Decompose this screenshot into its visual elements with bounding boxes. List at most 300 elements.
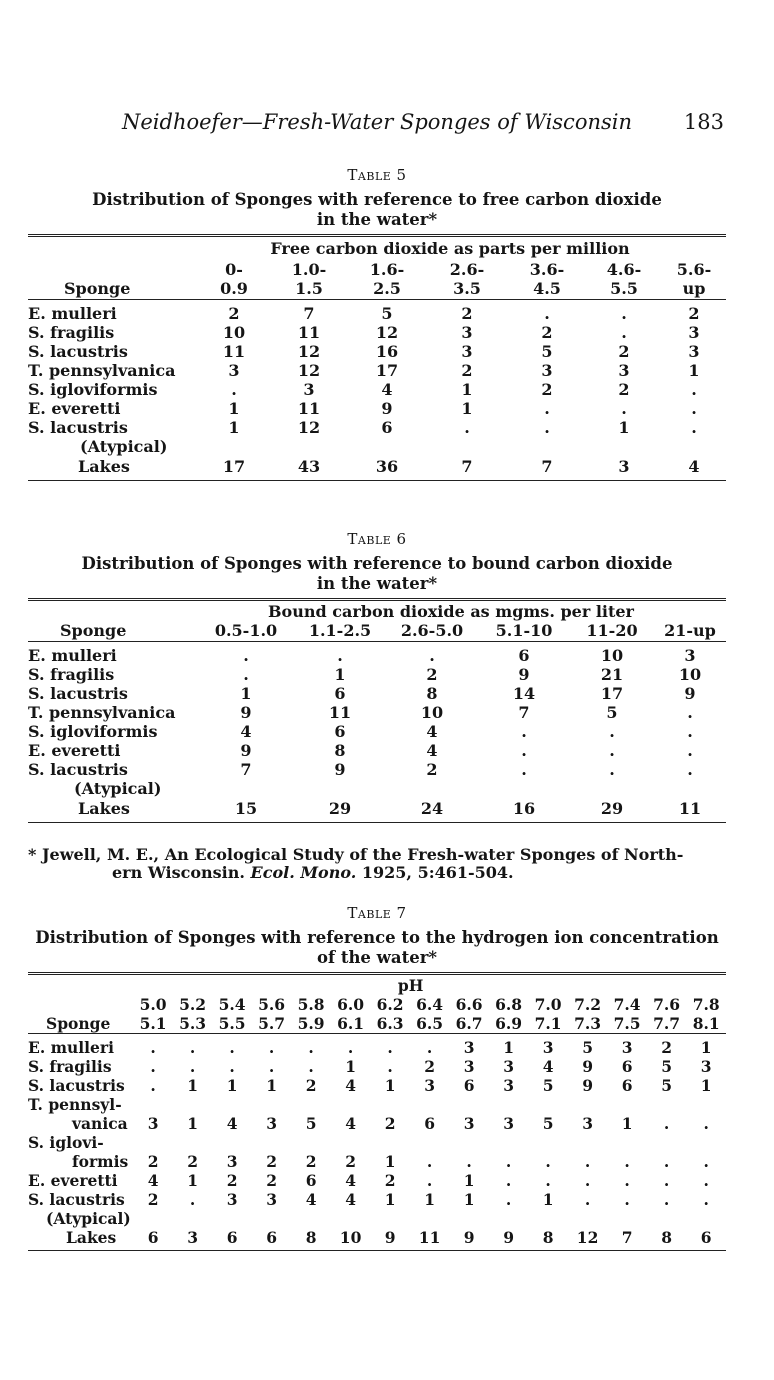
table-6-lakes-row [28,798,726,819]
table-5-label: Table 5 [347,166,407,184]
table-cell: 2 [688,303,700,323]
table-cell: 1 [700,1038,712,1057]
table-cell: 4 [147,1171,159,1190]
table-7-header-bottom-row [28,1014,726,1034]
sponge-name: S. lacustris [28,759,128,779]
lakes-cell: 8 [305,1228,317,1247]
table-6-lakes-label: Lakes [78,798,130,818]
table-6 [28,530,726,823]
table-cell: 3 [463,1114,475,1133]
table-cell: 9 [334,759,346,779]
table-7-body [28,1038,726,1209]
table-6-caption [28,554,726,594]
table-cell: . [521,721,527,741]
table-5-col-bottom: 2.5 [373,279,401,299]
table-cell: 4 [305,1190,317,1209]
footnote-line1: * Jewell, M. E., An Ecological Study of the Fresh-water Sponges of North- [28,845,684,864]
table-cell: 3 [463,1038,475,1057]
table-7-lakes-row [28,1228,726,1247]
table-7-col-top: 5.4 [218,995,246,1014]
table-cell: . [268,1057,275,1076]
table-7-header-top-row [28,995,726,1014]
table-cell: . [621,322,627,342]
table-7-col-top: 5.2 [179,995,207,1014]
sponge-name: T. pennsylvanica [28,360,176,380]
table-cell: 5 [542,1114,554,1133]
table-5-lakes-label: Lakes [78,456,130,476]
table-cell: 1 [688,360,700,380]
table-5-col-bottom: 1.5 [295,279,323,299]
table-7-col-top: 6.8 [495,995,523,1014]
table-cell: . [687,740,693,760]
table-row [28,684,726,703]
table-cell: 2 [187,1152,198,1171]
sponge-name: S. lacustris [28,341,128,361]
table-5-lakes-row [28,456,726,477]
table-cell: 3 [226,1152,238,1171]
footnote-line2-post: 1925, 5:461-504. [361,863,514,882]
table-6-spanner: Bound carbon dioxide as mgms. per liter [268,601,634,621]
table-6-atypical: (Atypical) [74,778,162,798]
table-cell: 9 [381,398,393,418]
lakes-cell: 4 [688,456,700,476]
table-6-col-header: 21-up [664,621,716,641]
lakes-cell: 36 [375,456,399,476]
table-5-caption-line2: in the water* [316,210,438,229]
table-row [28,665,726,684]
table-5-col-top: 5.6- [676,259,712,279]
table-cell: 2 [345,1152,356,1171]
table-cell: 14 [512,683,536,703]
table-cell: . [545,1152,551,1171]
table-5 [28,166,726,481]
running-title: Neidhoefer—Fresh-Water Sponges of Wisconsin [122,110,633,134]
table-cell: . [189,1190,196,1209]
lakes-cell: 29 [328,798,352,818]
table-cell: . [545,1171,551,1190]
table-cell: 2 [147,1190,159,1209]
table-row-continuation [28,1152,726,1171]
table-cell: . [505,1190,512,1209]
table-row [28,1038,726,1057]
sponge-name: S. lacustris [28,1076,125,1095]
table-cell: 4 [240,721,252,741]
table-cell: 9 [582,1057,593,1076]
table-7-col-top: 7.0 [534,995,562,1014]
table-cell: 10 [600,645,624,665]
sponge-name: E. mulleri [28,1038,114,1057]
table-cell: 1 [463,1171,475,1190]
page-number: 183 [683,110,724,134]
table-cell: . [544,398,550,418]
table-cell: 5 [542,1076,554,1095]
table-cell: . [505,1152,512,1171]
table-cell: 3 [700,1057,712,1076]
table-cell: 3 [503,1057,514,1076]
table-7-sponge-header: Sponge [46,1014,111,1033]
table-cell: 2 [228,303,240,323]
table-cell: . [624,1190,630,1209]
table-cell: 5 [541,341,553,361]
table-5-col-bottom: 5.5 [610,279,638,299]
table-cell: 2 [147,1152,159,1171]
table-5-col-bottom: 4.5 [533,279,561,299]
table-cell: 6 [463,1076,475,1095]
table-cell: 1 [240,683,252,703]
table-cell: . [231,379,237,399]
table-cell: 3 [226,1190,238,1209]
lakes-cell: 11 [678,798,702,818]
table-7-grid [28,975,726,1251]
lakes-cell: 7 [541,456,553,476]
sponge-name: S. fragilis [28,1057,112,1076]
table-cell: 4 [345,1114,356,1133]
table-5-grid [28,237,726,481]
table-cell: 17 [600,683,624,703]
sponge-name: S. lacustris [28,417,128,437]
table-cell: 2 [461,303,473,323]
table-6-col-header: 1.1-2.5 [308,621,372,641]
table-7-col-top: 6.4 [416,995,444,1014]
table-cell: . [268,1038,275,1057]
table-cell: 1 [187,1076,198,1095]
sponge-name: S. iglovi- [28,1133,104,1152]
table-cell: 4 [381,379,393,399]
table-cell: 3 [461,322,473,342]
table-cell: 9 [684,683,696,703]
table-cell: . [337,645,343,665]
sponge-name: S. lacustris [28,1190,125,1209]
table-7-col-bottom: 5.9 [297,1014,325,1033]
table-cell: . [663,1190,670,1209]
table-cell: . [150,1057,156,1076]
table-row [28,361,726,380]
lakes-cell: 29 [600,798,624,818]
sponge-name: S. lacustris [28,683,128,703]
table-cell: 12 [375,322,399,342]
sponge-name: E. mulleri [28,645,117,665]
table-5-col-top: 1.6- [369,259,405,279]
table-cell: 1 [334,664,346,684]
table-cell: . [521,740,527,760]
table-6-col-header: 0.5-1.0 [214,621,278,641]
table-7-col-top: 6.2 [376,995,404,1014]
table-cell: 1 [463,1190,475,1209]
table-cell: . [387,1038,393,1057]
table-cell: 2 [618,341,630,361]
table-6-col-header: 5.1-10 [495,621,553,641]
table-cell: 4 [345,1171,356,1190]
table-cell: . [663,1114,670,1133]
table-cell: 10 [678,664,702,684]
table-6-sponge-header: Sponge [60,621,127,641]
table-cell: 2 [426,759,438,779]
table-cell: . [691,398,697,418]
table-cell: 5 [661,1076,672,1095]
table-cell: 6 [334,721,346,741]
table-cell: 6 [381,417,393,437]
table-cell: . [387,1057,393,1076]
table-5-col-top: 2.6- [449,259,485,279]
table-cell: 4 [542,1057,554,1076]
table-cell: 10 [420,702,444,722]
table-7-lakes-label: Lakes [66,1228,117,1247]
table-cell: 3 [266,1114,277,1133]
table-7-col-bottom: 7.5 [613,1014,641,1033]
table-cell: . [189,1038,196,1057]
table-7-col-bottom: 7.1 [534,1014,562,1033]
table-cell: . [243,664,249,684]
table-5-col-top: 4.6- [606,259,642,279]
table-row [28,760,726,779]
table-cell: 2 [461,360,473,380]
lakes-cell: 15 [234,798,258,818]
lakes-cell: 11 [418,1228,441,1247]
table-cell: . [229,1038,235,1057]
table-cell: 8 [334,740,346,760]
table-7-col-bottom: 5.3 [179,1014,207,1033]
lakes-cell: 17 [222,456,246,476]
table-7-caption [28,928,726,968]
table-cell: . [621,398,627,418]
table-7-col-bottom: 8.1 [692,1014,720,1033]
lakes-cell: 7 [621,1228,633,1247]
table-5-col-top: 1.0- [291,259,327,279]
table-cell: 1 [187,1171,198,1190]
table-cell: . [505,1171,512,1190]
table-cell: . [150,1038,156,1057]
table-cell: 9 [518,664,530,684]
table-cell: . [429,645,435,665]
table-cell: 3 [688,322,700,342]
table-cell: . [703,1152,709,1171]
table-7 [28,904,726,1251]
table-cell: 6 [518,645,530,665]
footnote-line2 [28,864,718,882]
footnote-journal: Ecol. Mono. [250,863,357,882]
table-row [28,342,726,361]
table-cell: 11 [297,322,321,342]
table-cell: 3 [541,360,553,380]
table-7-col-top: 7.8 [692,995,720,1014]
table-7-col-bottom: 5.1 [139,1014,167,1033]
sponge-name-continuation: vanica [72,1114,128,1133]
table-cell: 12 [297,341,321,361]
table-cell: 5 [381,303,393,323]
table-cell: 3 [463,1057,475,1076]
table-5-body [28,304,726,437]
table-row [28,323,726,342]
lakes-cell: 12 [576,1228,599,1247]
table-row [28,703,726,722]
table-6-label: Table 6 [347,530,407,548]
table-cell: . [426,1152,433,1171]
table-cell: 12 [297,417,321,437]
table-cell: 6 [621,1076,633,1095]
table-cell: 3 [266,1190,277,1209]
table-cell: 1 [424,1190,435,1209]
lakes-cell: 43 [297,456,321,476]
table-cell: . [308,1057,314,1076]
table-cell: 2 [305,1076,317,1095]
table-row [28,380,726,399]
table-cell: 2 [266,1171,277,1190]
table-cell: 5 [305,1114,317,1133]
table-cell: 4 [345,1076,356,1095]
lakes-cell: 9 [463,1228,475,1247]
table-5-col-top: 0- [225,259,243,279]
sponge-name-continuation: formis [72,1152,129,1171]
table-6-body [28,646,726,779]
table-cell: 3 [621,1038,633,1057]
table-cell: 2 [305,1152,317,1171]
table-5-caption [28,190,726,230]
table-cell: . [687,702,693,722]
table-cell: . [691,417,697,437]
table-cell: 12 [297,360,321,380]
table-cell: 6 [334,683,346,703]
lakes-cell: 3 [618,456,630,476]
table-cell: . [624,1152,630,1171]
table-row [28,304,726,323]
table-7-col-bottom: 5.7 [258,1014,286,1033]
table-cell: 17 [375,360,399,380]
table-cell: . [687,721,693,741]
table-7-col-bottom: 6.9 [495,1014,523,1033]
table-cell: . [609,740,615,760]
table-cell: 3 [503,1114,514,1133]
table-cell: . [426,1038,433,1057]
table-cell: . [466,1152,472,1171]
table-cell: 2 [266,1152,277,1171]
table-cell: . [521,759,527,779]
table-cell: . [150,1076,156,1095]
table-cell: 1 [228,417,240,437]
table-cell: 9 [582,1076,593,1095]
table-cell: 3 [688,341,700,361]
table-6-col-header: 2.6-5.0 [400,621,464,641]
table-cell: . [347,1038,354,1057]
table-cell: 3 [228,360,240,380]
lakes-cell: 6 [147,1228,159,1247]
table-7-col-bottom: 5.5 [218,1014,246,1033]
table-row [28,399,726,418]
table-7-atypical: (Atypical) [46,1209,131,1228]
table-cell: . [243,645,249,665]
table-row [28,1133,726,1152]
sponge-name: T. pennsylvanica [28,702,176,722]
table-6-col-header: 11-20 [586,621,638,641]
table-cell: 1 [345,1057,356,1076]
table-cell: . [687,759,693,779]
table-row [28,741,726,760]
table-cell: . [229,1057,235,1076]
table-7-col-bottom: 6.5 [416,1014,444,1033]
sponge-name: E. everetti [28,740,121,760]
table-cell: . [703,1114,709,1133]
lakes-cell: 6 [226,1228,238,1247]
lakes-cell: 10 [339,1228,362,1247]
table-5-atypical: (Atypical) [80,436,168,456]
table-7-col-top: 5.8 [297,995,325,1014]
table-cell: . [663,1152,670,1171]
lakes-cell: 16 [512,798,536,818]
table-6-caption-line1: Distribution of Sponges with reference to bound carbon dioxide [81,554,673,573]
table-5-col-top: 3.6- [529,259,565,279]
table-cell: . [544,303,550,323]
table-7-col-bottom: 6.1 [337,1014,365,1033]
table-cell: 3 [147,1114,159,1133]
sponge-name: E. everetti [28,398,121,418]
footnote-line2-pre: ern Wisconsin. [112,863,245,882]
table-cell: 2 [661,1038,672,1057]
lakes-cell: 3 [187,1228,198,1247]
table-cell: . [663,1171,670,1190]
table-cell: 4 [426,740,438,760]
table-cell: . [703,1190,709,1209]
table-cell: . [584,1152,591,1171]
table-cell: 11 [222,341,246,361]
table-cell: 3 [461,341,473,361]
table-row [28,1095,726,1114]
sponge-name: S. igloviformis [28,379,158,399]
table-cell: 2 [424,1057,435,1076]
table-cell: 1 [618,417,630,437]
table-cell: 5 [661,1057,672,1076]
table-5-col-bottom: 3.5 [453,279,481,299]
table-5-col-bottom: up [682,279,706,299]
table-cell: 1 [266,1076,277,1095]
lakes-cell: 6 [266,1228,277,1247]
table-5-spanner: Free carbon dioxide as parts per million [270,238,630,258]
table-row [28,418,726,437]
sponge-name: T. pennsyl- [28,1095,122,1114]
table-cell: 1 [384,1152,396,1171]
table-cell: 5 [582,1038,593,1057]
table-cell: 4 [426,721,438,741]
table-cell: 1 [228,398,240,418]
table-cell: 6 [424,1114,435,1133]
table-cell: . [703,1171,709,1190]
table-cell: 9 [240,740,252,760]
table-cell: . [308,1038,314,1057]
table-cell: 1 [621,1114,633,1133]
table-cell: . [426,1171,433,1190]
table-cell: 8 [426,683,438,703]
table-cell: . [189,1057,196,1076]
table-7-caption-line2: of the water* [316,948,438,967]
table-7-col-bottom: 6.3 [376,1014,404,1033]
table-7-col-bottom: 6.7 [455,1014,483,1033]
lakes-cell: 6 [700,1228,712,1247]
table-5-caption-line1: Distribution of Sponges with reference to free carbon dioxide [92,190,662,209]
table-7-col-top: 5.0 [139,995,167,1014]
table-cell: 1 [187,1114,198,1133]
table-6-caption-line2: in the water* [316,574,438,593]
sponge-name: S. igloviformis [28,721,158,741]
table-cell: 2 [384,1114,396,1133]
table-cell: 16 [375,341,399,361]
table-7-col-top: 7.2 [574,995,602,1014]
table-cell: 3 [618,360,630,380]
table-cell: 6 [621,1057,633,1076]
table-cell: 1 [226,1076,238,1095]
table-cell: 1 [461,379,473,399]
table-cell: 3 [503,1076,514,1095]
table-cell: 2 [384,1171,396,1190]
table-cell: 9 [240,702,252,722]
table-cell: 1 [542,1190,554,1209]
